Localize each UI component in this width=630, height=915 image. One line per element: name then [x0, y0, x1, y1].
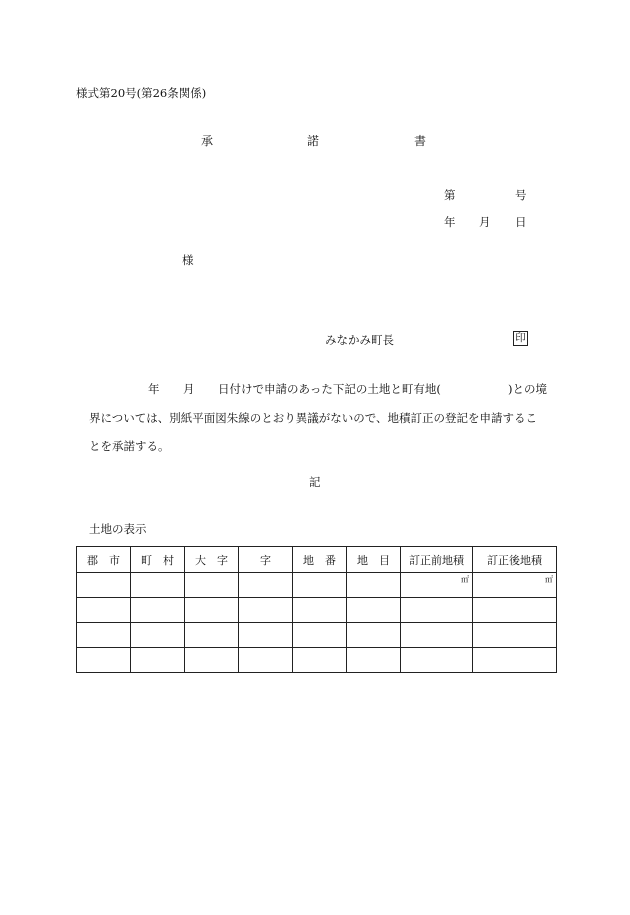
table-cell	[473, 623, 557, 648]
doc-number-go: 号	[515, 188, 527, 202]
table-cell	[293, 648, 347, 673]
table-row	[77, 648, 557, 673]
body-line1: 日付けで申請のあった下記の土地と町有地(	[218, 382, 441, 396]
table-cell	[77, 598, 131, 623]
table-cell	[239, 573, 293, 598]
table-cell	[401, 598, 473, 623]
header-gun-shi: 郡 市	[77, 547, 131, 573]
table-cell	[77, 573, 131, 598]
body-year: 年	[148, 382, 160, 396]
header-cho-son: 町 村	[131, 547, 185, 573]
unit-label-after: ㎡	[545, 575, 553, 584]
header-chimoku: 地 目	[347, 547, 401, 573]
body-line2: 界については、別紙平面図朱線のとおり異議がないので、地積訂正の登記を申請するこ	[89, 411, 538, 425]
title-char-1: 承	[201, 134, 214, 148]
table-cell	[473, 598, 557, 623]
table-cell	[473, 573, 557, 598]
table-cell	[239, 648, 293, 673]
table-cell	[347, 648, 401, 673]
land-heading: 土地の表示	[89, 522, 147, 536]
table-cell	[293, 598, 347, 623]
issuer-name: みなかみ町長	[325, 333, 394, 347]
table-cell	[131, 598, 185, 623]
table-cell	[239, 598, 293, 623]
addressee-suffix: 様	[182, 253, 194, 267]
table-cell	[185, 648, 239, 673]
land-table	[76, 546, 557, 673]
body-line1-end: )との境	[508, 382, 547, 396]
table-cell	[185, 573, 239, 598]
unit-label-before: ㎡	[461, 575, 469, 584]
table-row	[77, 623, 557, 648]
date-month: 月	[479, 215, 491, 229]
header-chiban: 地 番	[293, 547, 347, 573]
header-oaza: 大 字	[185, 547, 239, 573]
table-cell	[131, 573, 185, 598]
seal-mark: 印	[513, 331, 528, 346]
table-cell	[131, 648, 185, 673]
title-char-3: 書	[414, 134, 427, 148]
body-month: 月	[183, 382, 195, 396]
table-cell	[185, 623, 239, 648]
table-cell	[401, 573, 473, 598]
header-aza: 字	[239, 547, 293, 573]
date-day: 日	[515, 215, 527, 229]
doc-number-dai: 第	[444, 188, 456, 202]
body-line3: とを承諾する。	[89, 439, 170, 453]
title-char-2: 諾	[307, 134, 320, 148]
table-cell	[185, 598, 239, 623]
table-cell	[293, 573, 347, 598]
table-cell	[347, 623, 401, 648]
table-cell	[131, 623, 185, 648]
table-cell	[473, 648, 557, 673]
table-cell	[401, 648, 473, 673]
table-row	[77, 573, 557, 598]
table-cell	[401, 623, 473, 648]
table-row	[77, 598, 557, 623]
header-area-after: 訂正後地積	[473, 547, 557, 573]
table-cell	[239, 623, 293, 648]
form-number: 様式第20号(第26条関係)	[76, 86, 207, 100]
table-cell	[77, 648, 131, 673]
ki-heading: 記	[309, 475, 321, 489]
table-cell	[347, 598, 401, 623]
table-cell	[347, 573, 401, 598]
table-cell	[77, 623, 131, 648]
table-cell	[293, 623, 347, 648]
table-header-row	[77, 547, 557, 573]
date-year: 年	[444, 215, 456, 229]
header-area-before: 訂正前地積	[401, 547, 473, 573]
